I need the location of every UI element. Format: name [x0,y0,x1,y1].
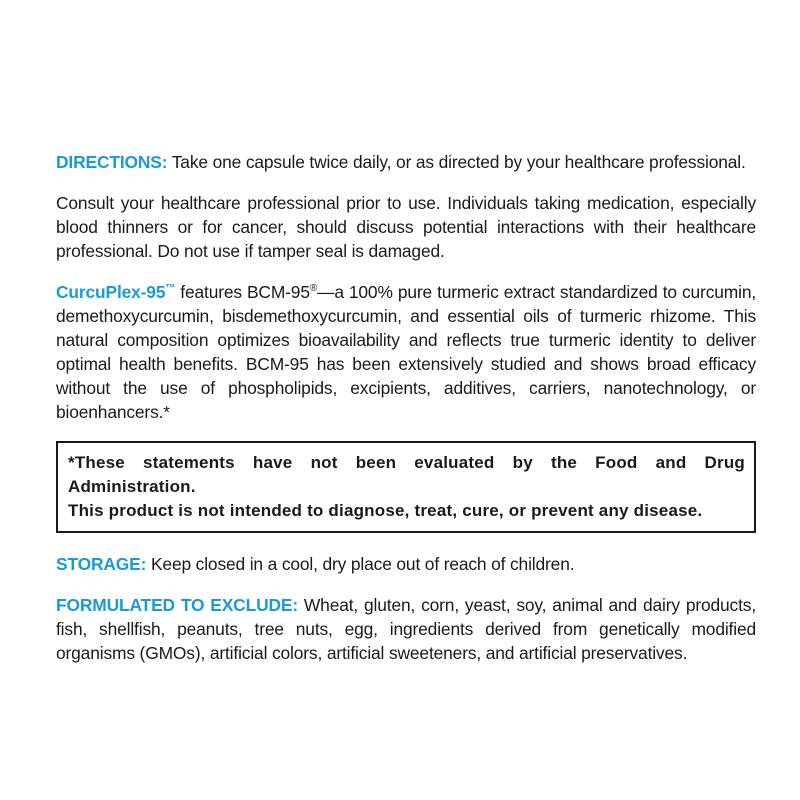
fda-disclaimer-line2: This product is not intended to diagnose, treat, cure, or prevent any disease. [68,501,703,520]
storage-text: Keep closed in a cool, dry place out of reach of children. [150,554,575,574]
directions-label: DIRECTIONS: [56,152,168,172]
trademark-symbol: ™ [165,283,176,295]
exclusions-label: FORMULATED TO EXCLUDE: [56,595,298,615]
exclusions-section [56,593,756,665]
fda-disclaimer-line1: *These statements have not been evaluated by the Food and Drug Administration. [68,453,745,496]
exclusions-text: Wheat, gluten, corn, yeast, soy, animal and dairy products, fish, shellfish, peanuts, tree nuts, egg, ingredients derived from genetically modified organisms (GMOs), artificial colors, artificial sweeteners, and artificial preservatives. [56,595,757,663]
registered-symbol: ® [309,283,318,295]
supplement-label-panel [56,150,756,682]
brand-name: CurcuPlex-95 [56,282,166,302]
directions-section [56,150,756,174]
storage-label: STORAGE: [56,554,147,574]
directions-text: Take one capsule twice daily, or as directed by your healthcare professional. [171,152,746,172]
fda-disclaimer-box [56,441,756,533]
description-text-start: features BCM-95 [180,282,310,302]
storage-section [56,552,756,576]
caution-text: Consult your healthcare professional prior to use. Individuals taking medication, especially blood thinners or for cancer, should discuss potential interactions with their healthcare professional. Do not use if tamper seal is damaged. [56,193,756,261]
caution-section [56,191,756,263]
description-text-rest: —a 100% pure turmeric extract standardized to curcumin, demethoxycurcumin, bisdemethoxycurcumin, and essential oils of turmeric rhizome. This natural composition optimizes bioavailability and reflects true turmeric identity to deliver optimal health benefits. BCM-95 has been extensively studied and shows broad efficacy without the use of phospholipids, excipients, additives, carriers, nanotechnology, or bioenhancers.* [56,282,757,422]
description-section [56,280,756,424]
